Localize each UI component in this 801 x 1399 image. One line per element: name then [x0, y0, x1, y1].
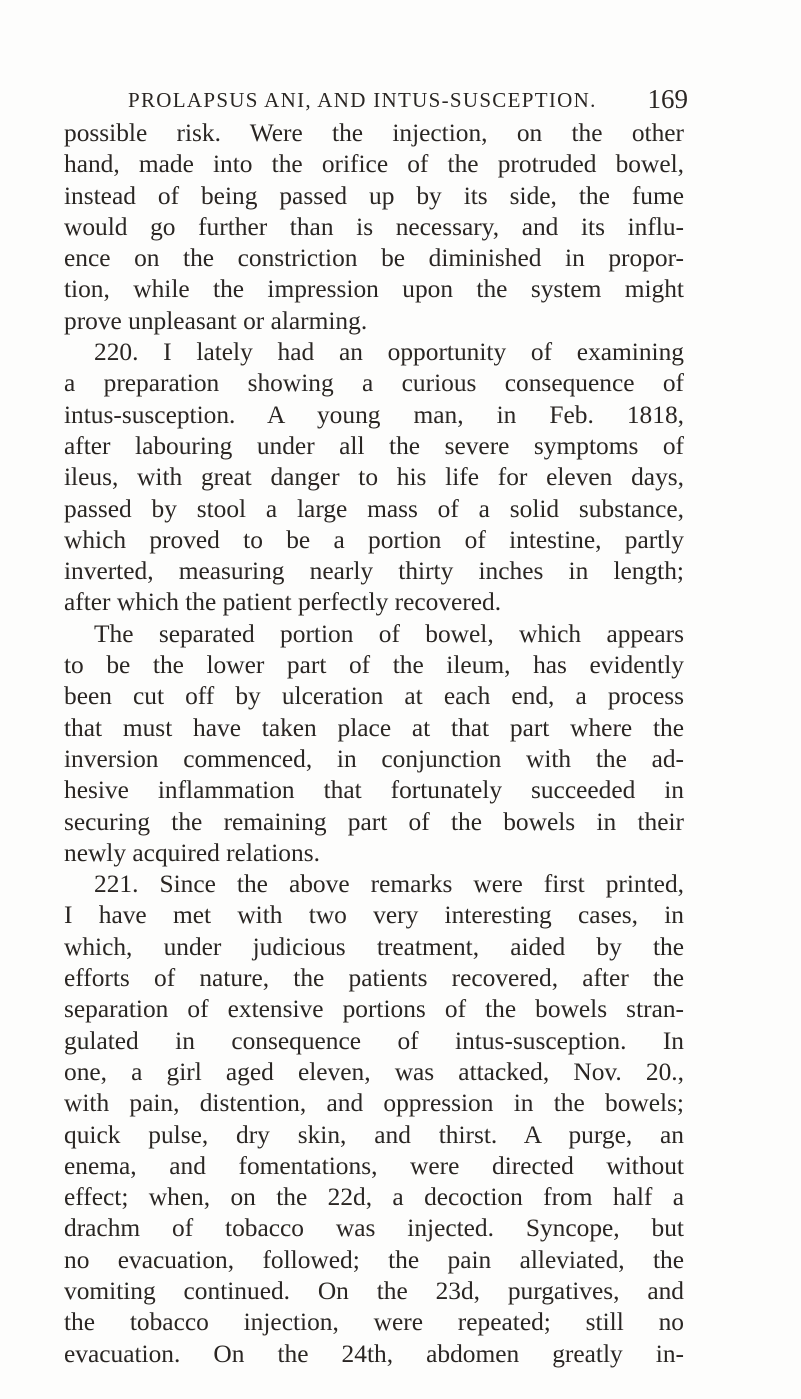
text-line: ence on the constriction be diminished in propor- — [64, 244, 684, 273]
text-line: effect; when, on the 22d, a decoction from half a — [64, 1183, 684, 1212]
text-line: gulated in consequence of intus-susception. In — [64, 1026, 684, 1055]
text-line: possible risk. Were the injection, on the other — [64, 119, 684, 147]
text-line: inverted, measuring nearly thirty inches in length; — [64, 557, 684, 586]
text-line: ileus, with great danger to his life for eleven days, — [64, 463, 684, 492]
text-line: The separated portion of bowel, which appears — [94, 619, 684, 648]
text-line: drachm of tobacco was injected. Syncope, but — [64, 1214, 684, 1243]
text-line: instead of being passed up by its side, the fume — [64, 181, 684, 210]
text-line: the tobacco injection, were repeated; still no — [64, 1308, 684, 1337]
page-number: 169 — [647, 84, 688, 114]
text-line: which proved to be a portion of intestine, partly — [64, 525, 684, 554]
text-line: that must have taken place at that part where the — [64, 713, 684, 742]
text-line: one, a girl aged eleven, was attacked, Nov. 20., — [64, 1057, 684, 1086]
text-line: quick pulse, dry skin, and thirst. A purge, an — [64, 1120, 684, 1149]
text-line: 220. I lately had an opportunity of examining — [94, 338, 684, 367]
text-line: after labouring under all the severe symptoms of — [64, 431, 684, 460]
text-line: enema, and fomentations, were directed without — [64, 1151, 684, 1180]
text-line: passed by stool a large mass of a solid substance, — [64, 494, 684, 523]
text-line: to be the lower part of the ileum, has evidently — [64, 651, 684, 680]
text-line: intus-susception. A young man, in Feb. 1818, — [64, 400, 684, 429]
text-line: 221. Since the above remarks were first printed, — [94, 870, 684, 899]
text-line: hesive inflammation that fortunately succeeded in — [64, 776, 684, 805]
text-line: vomiting continued. On the 23d, purgatives, and — [64, 1276, 684, 1305]
text-line: efforts of nature, the patients recovered, after the — [64, 964, 684, 993]
text-line: a preparation showing a curious consequence of — [64, 369, 684, 398]
running-head — [128, 84, 688, 118]
text-line: no evacuation, followed; the pain alleviated, the — [64, 1245, 684, 1274]
text-line: separation of extensive portions of the bowels stran- — [64, 995, 684, 1024]
text-line: securing the remaining part of the bowels in their — [64, 807, 684, 836]
text-line: hand, made into the orifice of the protruded bowel, — [64, 150, 684, 179]
text-line: newly acquired relations. — [64, 838, 320, 867]
text-line: inversion commenced, in conjunction with the ad- — [64, 744, 684, 773]
text-line: after which the patient perfectly recovered. — [64, 588, 502, 617]
text-line: would go further than is necessary, and its influ- — [64, 212, 684, 241]
running-title: PROLAPSUS ANI, AND INTUS-SUSCEPTION. — [128, 88, 597, 112]
text-line: tion, while the impression upon the system might — [64, 275, 684, 304]
text-line: with pain, distention, and oppression in the bowels; — [64, 1089, 684, 1118]
text-line: evacuation. On the 24th, abdomen greatly in- — [64, 1339, 684, 1368]
text-line: which, under judicious treatment, aided by the — [64, 932, 684, 961]
text-line: been cut off by ulceration at each end, a process — [64, 682, 684, 711]
body-text — [64, 118, 684, 1370]
text-line: prove unpleasant or alarming. — [64, 306, 368, 335]
text-line: I have met with two very interesting cases, in — [64, 901, 684, 930]
